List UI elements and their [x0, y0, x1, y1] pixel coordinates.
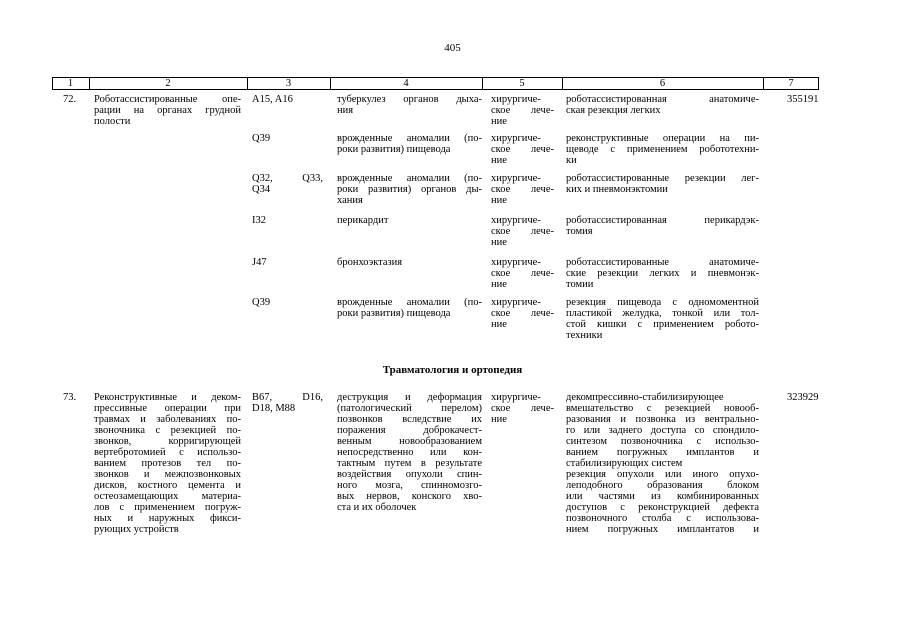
diagnosis: туберкулез органов дыха- ния — [337, 94, 482, 116]
table-header-bottom-rule — [52, 89, 819, 90]
header-col-7: 7 — [788, 78, 794, 89]
icd-codes: I32 — [252, 215, 266, 226]
treatment-method: декомпрессивно-стабилизирующее вмешательство с резекцией новооб- разования и позвонка из вентрально- го или заднего доступа со спондило- синтезом позвоночника с использо- ванием погружных имплантов и стабилизирующих систем резекция опухоли или иного опухо- леподобного образования блоком или частями из комбинированных доступов с реконструкцией дефекта позвоночного столба с использова- нием погружных имплантатов и — [566, 392, 759, 535]
icd-codes: A15, A16 — [252, 94, 293, 105]
diagnosis: деструкция и деформация (патологический перелом) позвонков вследствие их поражения доброкачест- венным новообразованием непосредственно или кон- тактным путем в результате воздействия опухоли спин- ного мозга, спинномозго- вых нервов, конского хво- ста и их оболочек — [337, 392, 482, 513]
treatment-type: хирургиче- ское лече- ние — [491, 257, 554, 290]
header-col-5: 5 — [519, 78, 525, 89]
diagnosis: врожденные аномалии (по- роки развития) пищевода — [337, 133, 482, 155]
row-number: 73. — [63, 392, 77, 403]
treatment-type: хирургиче- ское лече- ние — [491, 94, 554, 127]
treatment-method: резекция пищевода с одномоментной пластикой желудка, тонкой или тол- стой кишки с применением робото- техники — [566, 297, 759, 341]
treatment-type: хирургиче- ское лече- ние — [491, 215, 554, 248]
header-col-2: 2 — [165, 78, 171, 89]
treatment-method: реконструктивные операции на пи- щеводе с применением робототехни- ки — [566, 133, 759, 166]
icd-codes: Q39 — [252, 133, 271, 144]
header-col-3: 3 — [285, 78, 292, 89]
header-col-1: 1 — [67, 78, 74, 89]
procedure-name: Реконструктивные и деком- прессивные операции при травмах и заболеваниях по- звоночника с резекцией по- звонков, корригирующей вертебротомией с использо- ванием протезов тел по- звонков и межпозвонковых дисков, костного цемента и остеозамещающих материа- лов с применением погруж- ных и наружных фикси- рующих устройств — [94, 392, 241, 535]
icd-codes: Q32, Q33, Q34 — [252, 173, 323, 195]
treatment-type: хирургиче- ское лече- ние — [491, 173, 554, 206]
section-title: Травматология и ортопедия — [382, 364, 523, 376]
diagnosis: врожденные аномалии (по- роки развития) пищевода — [337, 297, 482, 319]
treatment-method: роботассистированная перикардэк- томия — [566, 215, 759, 237]
icd-codes: J47 — [252, 257, 267, 268]
procedure-name: Роботассистированные опе- рации на органах грудной полости — [94, 94, 241, 127]
cost-value: 355191 — [787, 94, 819, 105]
treatment-method: роботассистированные резекции лег- ких и пневмонэктомии — [566, 173, 759, 195]
header-col-4: 4 — [403, 78, 409, 89]
diagnosis: бронхоэктазия — [337, 257, 403, 268]
page-number: 405 — [444, 42, 461, 54]
cost-value: 323929 — [787, 392, 819, 403]
treatment-type: хирургиче- ское лече- ние — [491, 297, 554, 330]
header-col-6: 6 — [659, 78, 666, 89]
icd-codes: Q39 — [252, 297, 271, 308]
diagnosis: врожденные аномалии (по- роки развития) органов ды- хания — [337, 173, 482, 206]
treatment-method: роботассистированная анатомиче- ская резекция легких — [566, 94, 759, 116]
treatment-method: роботассистированные анатомиче- ские резекции легких и пневмонэк- томии — [566, 257, 759, 290]
diagnosis: перикардит — [337, 215, 389, 226]
treatment-type: хирургиче- ское лече- ние — [491, 133, 554, 166]
row-number: 72. — [63, 94, 77, 105]
icd-codes: B67, D16, D18, M88 — [252, 392, 323, 414]
treatment-type: хирургиче- ское лече- ние — [491, 392, 554, 425]
